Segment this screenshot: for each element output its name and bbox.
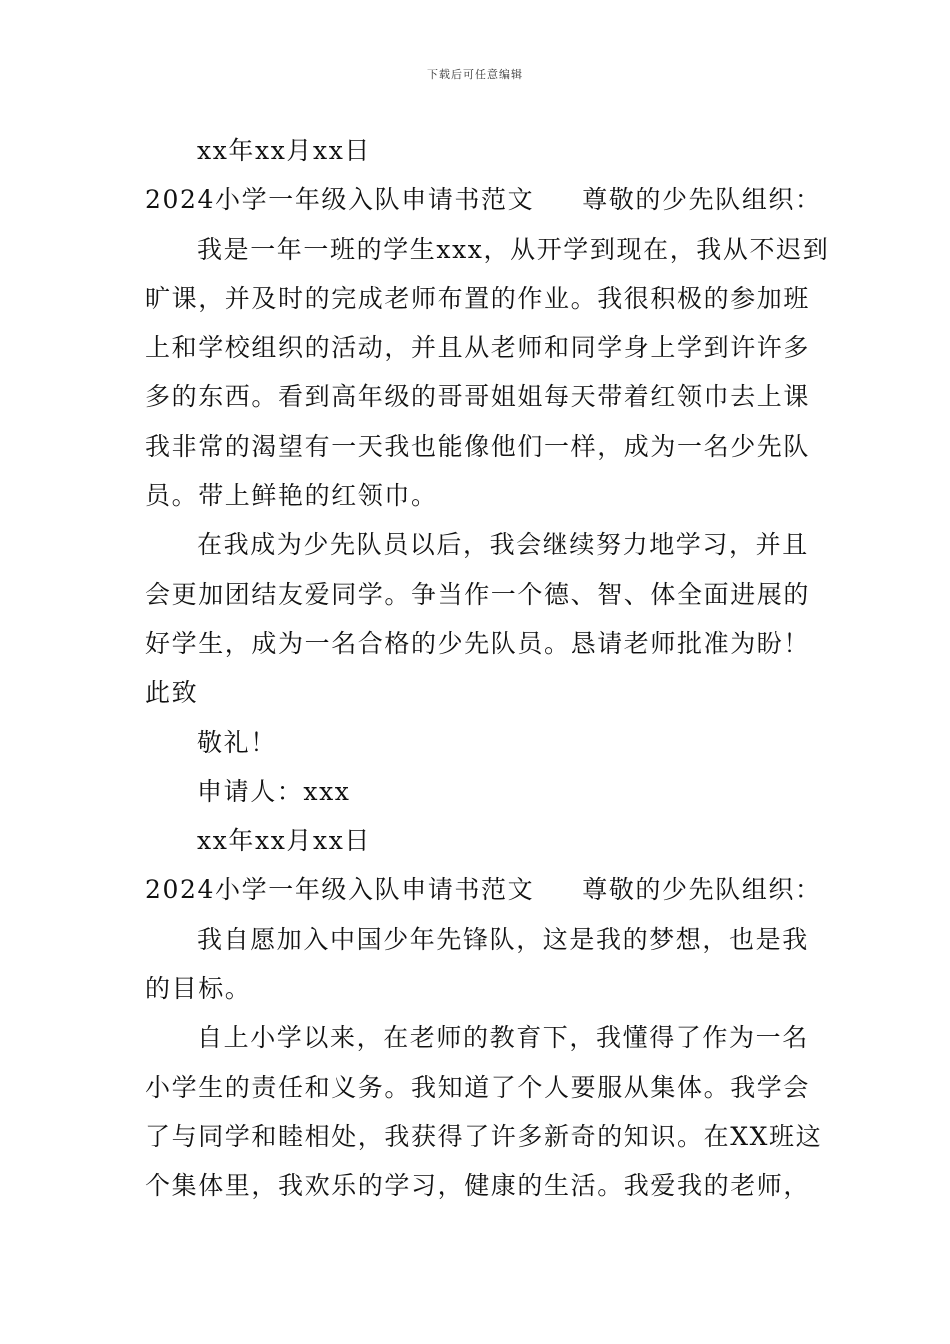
line-text: 旷课，并及时的完成老师布置的作业。我很积极的参加班: [145, 283, 811, 313]
paragraph-line: [145, 225, 830, 274]
paragraph-line: [145, 422, 810, 471]
applicant-line: [145, 767, 810, 816]
paragraph-line: [145, 1161, 810, 1210]
closing-line: [145, 668, 810, 717]
line-text: 多的东西。看到高年级的哥哥姐姐每天带着红领巾去上课: [145, 382, 811, 412]
line-text: 小学生的责任和义务。我知道了个人要服从集体。我学会: [145, 1072, 811, 1102]
title-line: [145, 175, 822, 224]
line-text: 自上小学以来，在老师的教育下，我懂得了作为一名: [197, 1023, 809, 1053]
title-line: [145, 865, 822, 914]
line-text: 了与同学和睦相处，我获得了许多新奇的知识。在XX班这: [145, 1121, 823, 1151]
essay-title: 2024小学一年级入队申请书范文: [145, 185, 535, 215]
paragraph-line: [145, 619, 810, 668]
line-text: 上和学校组织的活动，并且从老师和同学身上学到许许多: [145, 333, 811, 363]
paragraph-line: [145, 372, 810, 421]
essay-title: 2024小学一年级入队申请书范文: [145, 875, 535, 905]
paragraph-line: [145, 915, 810, 964]
salutation: 尊敬的少先队组织：: [582, 185, 822, 215]
line-text: xx年xx月xx日: [197, 826, 371, 856]
paragraph-line: [145, 1013, 810, 1062]
date-line: [145, 816, 810, 865]
closing-line: [145, 718, 810, 767]
line-text: 我自愿加入中国少年先锋队，这是我的梦想，也是我: [197, 924, 809, 954]
paragraph-line: [145, 1112, 823, 1161]
paragraph-line: [145, 471, 810, 520]
paragraph-line: [145, 964, 810, 1013]
paragraph-line: [145, 570, 810, 619]
line-text: 好学生，成为一名合格的少先队员。恳请老师批准为盼！: [145, 628, 811, 658]
line-text: 个集体里，我欢乐的学习，健康的生活。我爱我的老师，: [145, 1171, 811, 1201]
paragraph-line: [145, 1063, 810, 1112]
line-text: 申请人：xxx: [197, 776, 351, 806]
line-text: 敬礼！: [197, 727, 277, 757]
line-text: 我是一年一班的学生xxx，从开学到现在，我从不迟到: [197, 234, 830, 264]
line-text: 我非常的渴望有一天我也能像他们一样，成为一名少先队: [145, 431, 811, 461]
paragraph-line: [145, 520, 810, 569]
paragraph-line: [145, 274, 810, 323]
line-text: 员。带上鲜艳的红领巾。: [145, 481, 438, 511]
line-text: 在我成为少先队员以后，我会继续努力地学习，并且: [197, 530, 809, 560]
paragraph-line: [145, 323, 810, 372]
document-body: [145, 126, 830, 1211]
line-text: 此致: [145, 678, 199, 708]
download-note: 下载后可任意编辑: [427, 68, 523, 81]
line-text: xx年xx月xx日: [197, 136, 371, 165]
date-line: [145, 126, 810, 175]
line-text: 的目标。: [145, 974, 252, 1004]
line-text: 会更加团结友爱同学。争当作一个德、智、体全面进展的: [145, 579, 811, 609]
salutation: 尊敬的少先队组织：: [582, 875, 822, 905]
